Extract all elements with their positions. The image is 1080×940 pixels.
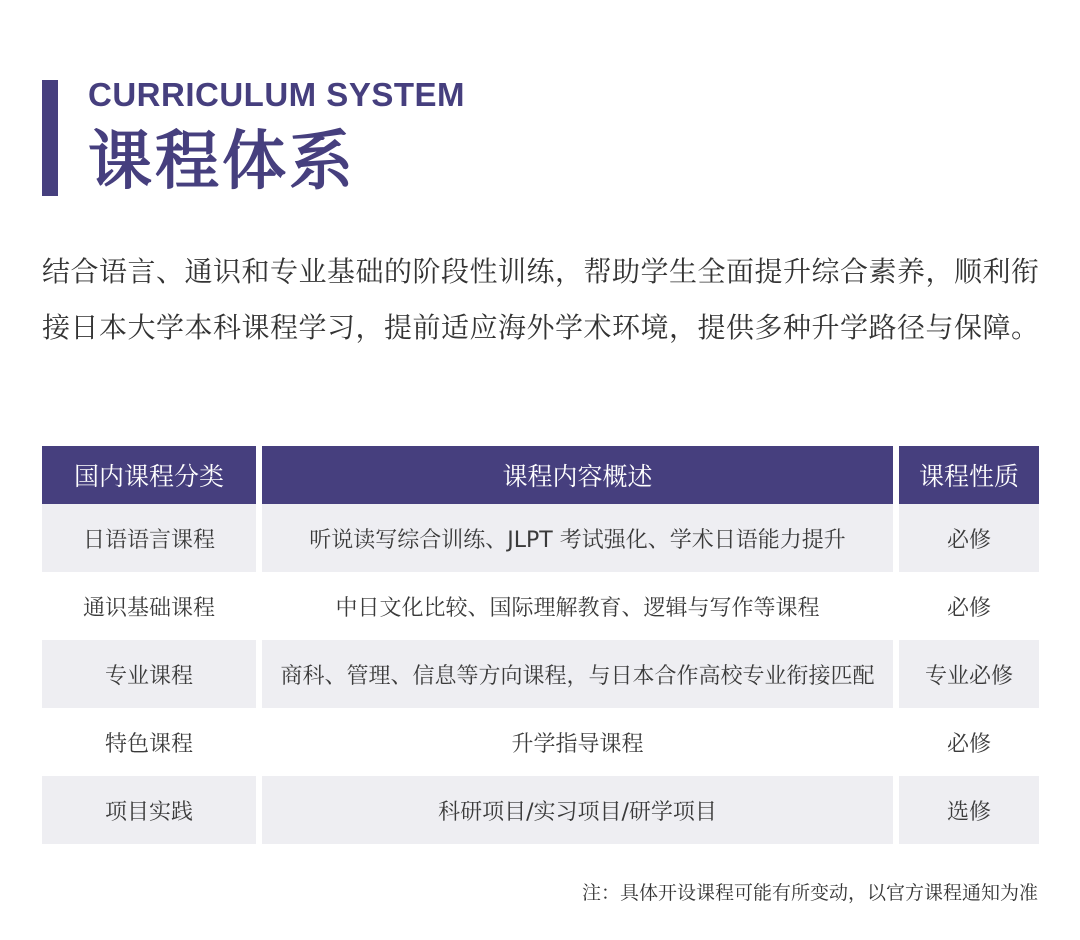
cell-category: 项目实践 (42, 776, 256, 844)
cell-category: 日语语言课程 (42, 504, 256, 572)
table-row (42, 776, 1039, 844)
intro-paragraph: 结合语言、通识和专业基础的阶段性训练，帮助学生全面提升综合素养，顺利衔接日本大学本科课程学习，提前适应海外学术环境，提供多种升学路径与保障。 (42, 255, 1040, 344)
cell-category: 通识基础课程 (42, 572, 256, 640)
table-row (42, 640, 1039, 708)
table-header-row (42, 446, 1039, 504)
cell-content: 听说读写综合训练、JLPT 考试强化、学术日语能力提升 (256, 504, 893, 572)
cell-nature: 必修 (893, 708, 1039, 776)
footnote: 注：具体开设课程可能有所变动，以官方课程通知为准 (581, 882, 1038, 904)
cell-nature: 专业必修 (893, 640, 1039, 708)
cell-content: 科研项目/实习项目/研学项目 (256, 776, 893, 844)
header-nature: 课程性质 (893, 446, 1039, 504)
header-category: 国内课程分类 (42, 446, 256, 504)
cell-content: 商科、管理、信息等方向课程，与日本合作高校专业衔接匹配 (256, 640, 893, 708)
header-content: 课程内容概述 (256, 446, 893, 504)
cell-nature: 选修 (893, 776, 1039, 844)
cell-nature: 必修 (893, 572, 1039, 640)
cell-nature: 必修 (893, 504, 1039, 572)
curriculum-table (42, 446, 1039, 844)
section-title-english: CURRICULUM SYSTEM (88, 76, 465, 113)
table-row (42, 504, 1039, 572)
section-title-chinese: 课程体系 (88, 125, 356, 199)
cell-content: 中日文化比较、国际理解教育、逻辑与写作等课程 (256, 572, 893, 640)
cell-content: 升学指导课程 (256, 708, 893, 776)
cell-category: 专业课程 (42, 640, 256, 708)
table-row (42, 572, 1039, 640)
heading-accent-bar (42, 80, 58, 196)
cell-category: 特色课程 (42, 708, 256, 776)
table-row (42, 708, 1039, 776)
